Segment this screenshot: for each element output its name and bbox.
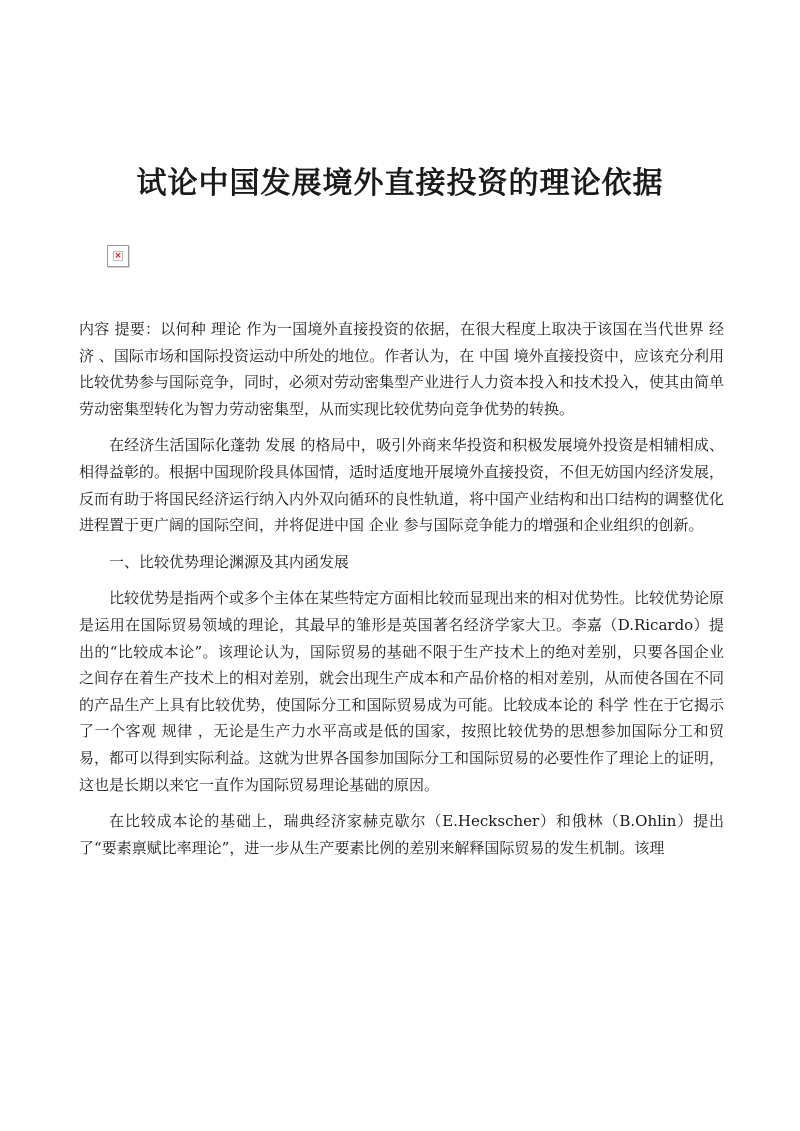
body-paragraph: 比较优势是指两个或多个主体在某些特定方面相比较而显现出来的相对优势性。比较优势论原是运用在国际贸易领域的理论，其最早的雏形是英国著名经济学家大卫。李嘉（D.Ricardo）提出的“比较成本论”。该理论认为，国际贸易的基础不限于生产技术上的绝对差别，只要各国企业之间存在着生产技术上的相对差别，就会出现生产成本和产品价格的相对差别，从而使各国在不同的产品生产上具有比较优势，使国际分工和国际贸易成为可能。比较成本论的 科学 性在于它揭示了一个客观 规律 ，无论是生产力水平高或是低的国家，按照比较优势的思想参加国际分工和贸易，都可以得到实际利益。这就为世界各国参加国际分工和国际贸易的必要性作了理论上的证明，这也是长期以来它一直作为国际贸易理论基础的原因。 — [79, 589, 725, 794]
section-heading: 一、比较优势理论渊源及其内函发展 — [109, 552, 350, 571]
document-title: 试论中国发展境外直接投资的理论依据 — [136, 166, 664, 201]
broken-image-icon: × — [114, 251, 122, 261]
document-body — [79, 316, 724, 871]
body-paragraph: 在经济生活国际化蓬勃 发展 的格局中，吸引外商来华投资和积极发展境外投资是相辅相成、相得益彰的。根据中国现阶段具体国情，适时适度地开展境外直接投资，不但无妨国内经济发展，反而有助于将国民经济运行纳入内外双向循环的良性轨道，将中国产业结构和出口结构的调整优化进程置于更广阔的国际空间，并将促进中国 企业 参与国际竞争能力的增强和企业组织的创新。 — [79, 436, 725, 535]
broken-image-placeholder — [107, 245, 129, 267]
abstract-paragraph: 内容 提要：以何种 理论 作为一国境外直接投资的依据，在很大程度上取决于该国在当代世界 经济 、国际市场和国际投资运动中所处的地位。作者认为，在 中国 境外直接投资中，应该充分利用比较优势参与国际竞争，同时，必须对劳动密集型产业进行人力资本投入和技术投入，使其由简单劳动密集型转化为智力劳动密集型，从而实现比较优势向竞争优势的转换。 — [79, 320, 725, 418]
body-paragraph: 在比较成本论的基础上，瑞典经济家赫克歇尔（E.Heckscher）和俄林（B.Ohlin）提出了“要素禀赋比率理论”，进一步从生产要素比例的差别来解释国际贸易的发生机制。该理 — [79, 812, 724, 857]
